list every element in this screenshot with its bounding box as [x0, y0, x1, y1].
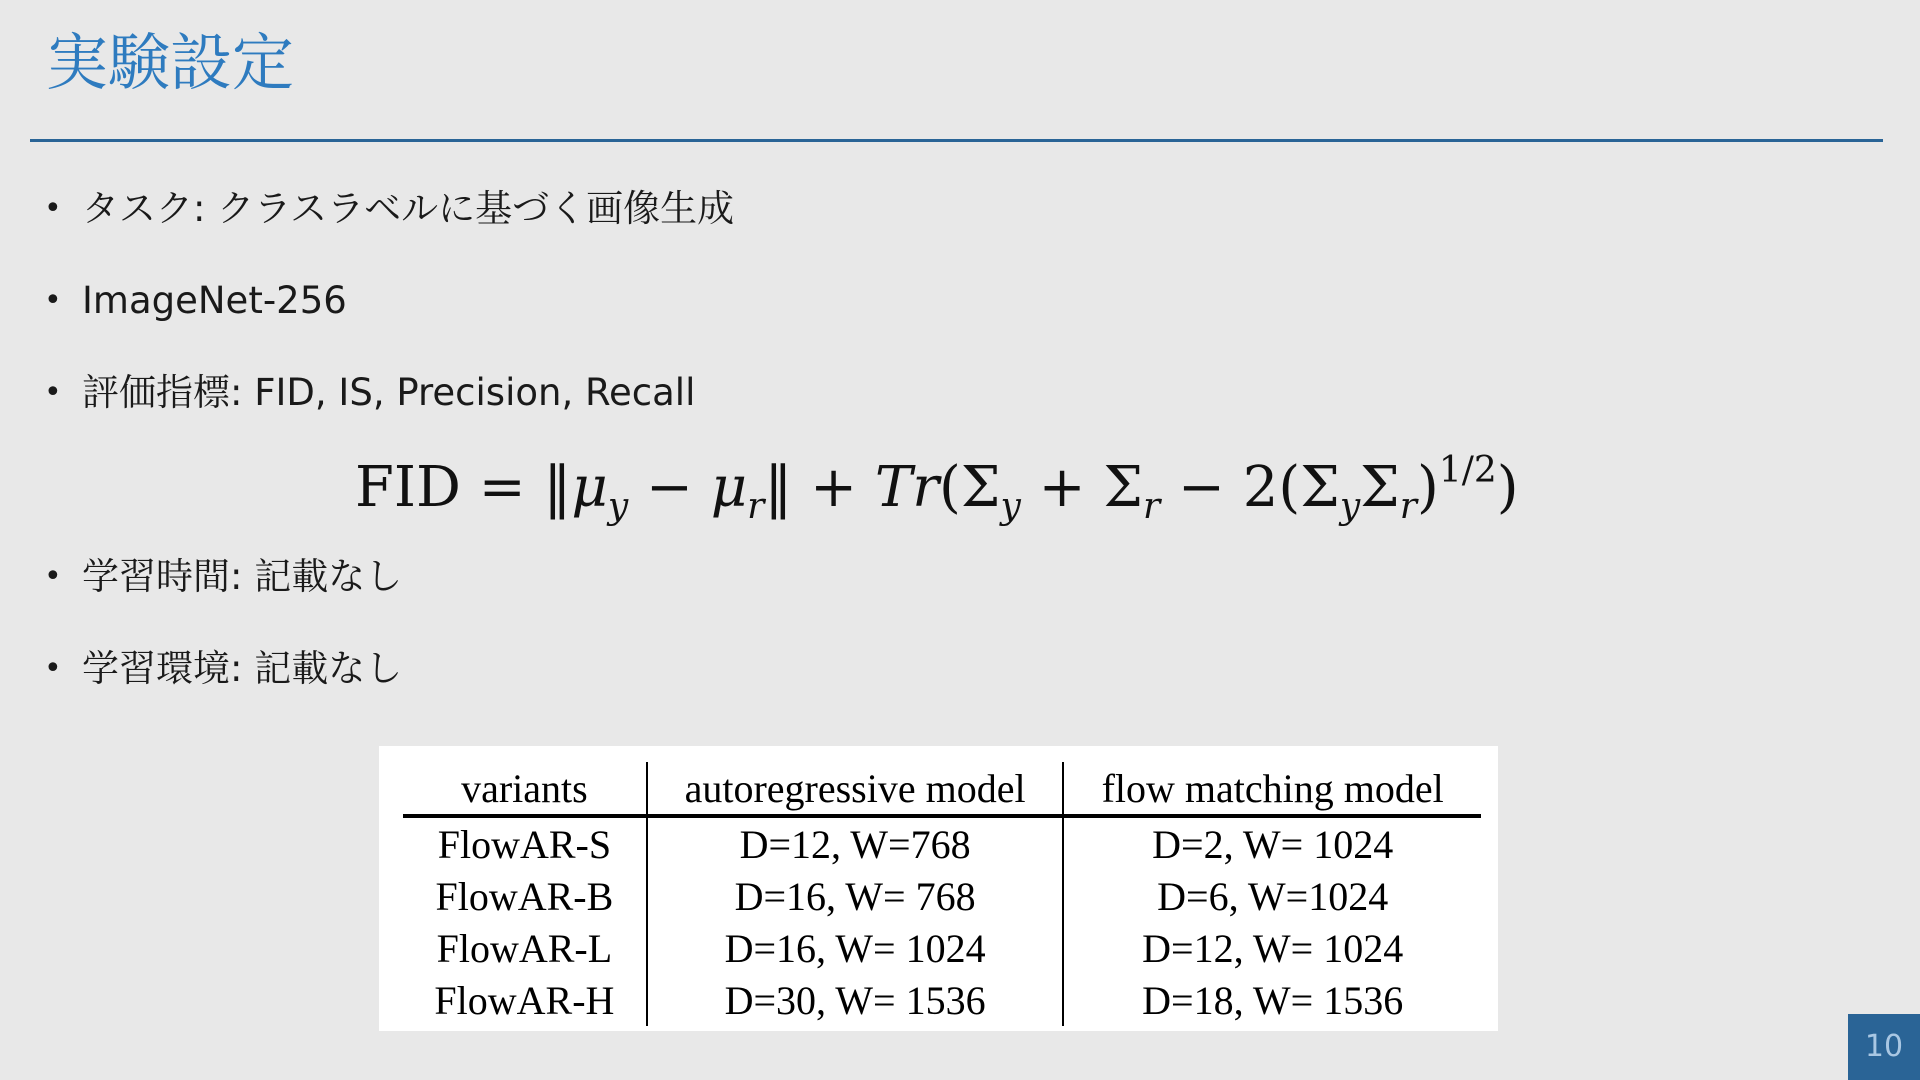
table-header-cell: variants: [403, 762, 647, 816]
table-cell: FlowAR-H: [403, 974, 647, 1026]
bullet-marker: •: [44, 559, 62, 594]
table-row: [403, 922, 1481, 974]
table-row: [403, 870, 1481, 922]
formula-norm-close: ‖: [764, 455, 793, 520]
formula-lhs: FID: [355, 455, 461, 520]
bullet-text: 学習時間: 記載なし: [82, 555, 403, 598]
fid-formula: [355, 448, 1519, 528]
formula-sub: y: [607, 486, 629, 527]
table-cell: FlowAR-S: [403, 816, 647, 870]
bullet-text: 学習環境: 記載なし: [82, 647, 403, 690]
table-cell: D=12, W= 1024: [1142, 925, 1404, 971]
table-cell: FlowAR-B: [403, 870, 647, 922]
table-cell: D=30, W= 1536: [647, 974, 1064, 1026]
table-cell: D=16, W= 768: [647, 870, 1064, 922]
formula-sigma: Σ: [960, 455, 1001, 520]
formula-paren: ): [1496, 455, 1519, 520]
formula-norm-open: ‖: [543, 455, 572, 520]
formula-mu: μ: [710, 455, 748, 520]
table-cell: FlowAR-L: [403, 922, 647, 974]
slide-title: 実験設定: [46, 26, 295, 99]
formula-sigma: Σ: [1360, 455, 1400, 520]
formula-sigma: Σ: [1103, 455, 1143, 520]
formula-eq: =: [478, 455, 526, 520]
formula-sigma: Σ: [1300, 455, 1340, 520]
bullet-item-task: [44, 185, 734, 233]
bullet-marker: •: [44, 651, 62, 686]
table-cell: D=12, W=768: [647, 816, 1064, 870]
variants-table: [403, 762, 1481, 1026]
bullet-text: タスク: クラスラベルに基づく画像生成: [82, 187, 735, 230]
formula-tr: Tr: [874, 455, 940, 520]
formula-paren: (: [1278, 455, 1301, 520]
table-header-cell: flow matching model: [1063, 762, 1481, 816]
table-header-cell: autoregressive model: [647, 762, 1064, 816]
bullet-text: 評価指標: FID, IS, Precision, Recall: [82, 371, 696, 414]
formula-sub: r: [747, 486, 765, 527]
formula-minus: −: [645, 455, 693, 520]
bullet-marker: •: [44, 283, 62, 318]
table-row: [403, 816, 1481, 870]
formula-plus: +: [810, 455, 858, 520]
formula-paren: (: [939, 455, 961, 520]
table-cell: D=2, W= 1024: [1152, 821, 1394, 867]
formula-mu: μ: [571, 455, 608, 520]
title-divider: [30, 139, 1883, 142]
formula-plus: +: [1038, 455, 1086, 520]
table-cell: D=18, W= 1536: [1142, 977, 1404, 1023]
formula-exponent: 1/2: [1438, 450, 1497, 491]
formula-paren: ): [1416, 455, 1439, 520]
page-number-badge: 10: [1848, 1014, 1920, 1080]
formula-sub: y: [1000, 486, 1021, 527]
bullet-item-dataset: [44, 277, 347, 325]
formula-minus: −: [1177, 455, 1225, 520]
bullet-marker: •: [44, 375, 62, 410]
table-cell: D=6, W=1024: [1157, 873, 1389, 919]
bullet-item-training-env: [44, 645, 402, 693]
bullet-item-metrics: [44, 369, 695, 417]
formula-two: 2: [1242, 455, 1279, 520]
formula-sub: y: [1339, 486, 1361, 527]
table-row: [403, 974, 1481, 1026]
table-cell: D=16, W= 1024: [647, 922, 1064, 974]
bullet-text: ImageNet-256: [82, 279, 347, 322]
variants-table-panel: [379, 746, 1498, 1031]
bullet-marker: •: [44, 191, 62, 226]
table-header-row: [403, 762, 1481, 816]
bullet-item-training-time: [44, 553, 402, 601]
formula-sub: r: [1399, 486, 1417, 527]
formula-sub: r: [1142, 486, 1161, 527]
